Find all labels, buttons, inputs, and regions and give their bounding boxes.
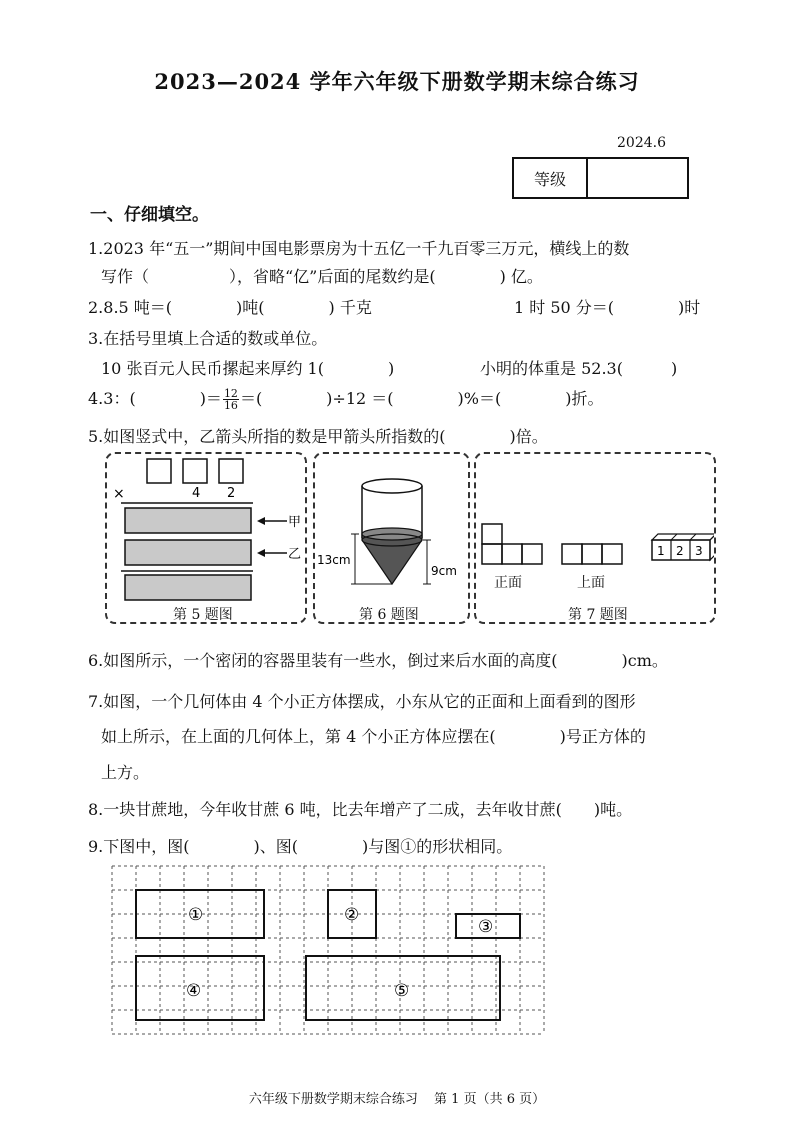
question-3-line-1: 3.在括号里填上合适的数或单位。 (88, 329, 328, 348)
figure-9-grid (108, 862, 548, 1046)
question-2-part-1: 2.8.5 吨＝( )吨( ) 千克 (88, 298, 372, 317)
fraction (223, 388, 239, 411)
cube-1-label: 1 (657, 544, 665, 558)
digit-4: 4 (192, 486, 201, 501)
height-13cm-label: 13cm (317, 553, 351, 567)
figure-7-drawing (476, 454, 714, 622)
figure-7-panel (474, 452, 716, 624)
question-4-start: 4.3：( )＝ (88, 389, 222, 408)
exam-date: 2024.6 (617, 135, 666, 151)
question-9: 9.下图中，图( )、图( )与图①的形状相同。 (88, 837, 513, 856)
height-9cm-label: 9cm (431, 564, 457, 578)
cube-3-label: 3 (695, 544, 703, 558)
shape-4-label: ④ (186, 981, 202, 1001)
front-view-label: 正面 (494, 575, 522, 591)
figure-5-caption: 第 5 题图 (173, 607, 233, 623)
page-title: 2023—2024 学年六年级下册数学期末综合练习 (154, 69, 640, 94)
fraction-numerator: 12 (223, 387, 238, 400)
figure-6-panel (313, 452, 470, 624)
question-5: 5.如图竖式中，乙箭头所指的数是甲箭头所指数的( )倍。 (88, 427, 548, 446)
arrow-jia-label: 甲 (288, 515, 302, 530)
digit-2: 2 (227, 486, 236, 501)
grade-label: 等级 (514, 159, 588, 197)
figure-5-drawing (107, 454, 305, 622)
question-7-line-1: 7.如图，一个几何体由 4 个小正方体摆成，小东从它的正面和上面看到的图形 (88, 692, 636, 711)
shape-2-label: ② (344, 905, 360, 925)
shape-1-label: ① (188, 905, 204, 925)
question-7-line-3: 上方。 (101, 763, 150, 782)
figure-6-drawing (315, 454, 468, 622)
question-8: 8.一块甘蔗地，今年收甘蔗 6 吨，比去年增产了二成，去年收甘蔗( )吨。 (88, 800, 633, 819)
page-footer (0, 1088, 794, 1107)
question-6: 6.如图所示，一个密闭的容器里装有一些水，倒过来后水面的高度( )cm。 (88, 651, 668, 670)
question-3-part-2: 小明的体重是 52.3( ) (480, 359, 678, 378)
question-1-line-1: 1.2023 年“五一”期间中国电影票房为十五亿一千九百零三万元，横线上的数 (88, 239, 630, 258)
shape-5-label: ⑤ (394, 981, 410, 1001)
section-heading: 一、仔细填空。 (90, 205, 209, 225)
multiply-sign: × (113, 486, 125, 502)
footer-page-number: 第 1 页（共 6 页） (434, 1092, 546, 1107)
footer-title: 六年级下册数学期末综合练习 (248, 1092, 418, 1107)
question-7-line-2: 如上所示，在上面的几何体上，第 4 个小正方体应摆在( )号正方体的 (101, 727, 646, 746)
question-1-line-2: 写作（ ），省略“亿”后面的尾数约是( ) 亿。 (101, 267, 543, 286)
top-view-label: 上面 (577, 575, 605, 591)
grade-value-field[interactable] (588, 159, 687, 197)
grade-box (512, 157, 689, 199)
question-4 (88, 386, 603, 411)
figure-6-caption: 第 6 题图 (359, 607, 419, 623)
arrow-yi-label: 乙 (288, 547, 302, 562)
shape-3-label: ③ (478, 917, 494, 937)
fraction-denominator: 16 (223, 399, 238, 412)
figure-5-panel (105, 452, 307, 624)
question-2-part-2: 1 时 50 分＝( )时 (514, 298, 701, 317)
question-4-end: ＝( )÷12 ＝( )%＝( )折。 (239, 389, 604, 408)
question-3-part-1: 10 张百元人民币摞起来厚约 1( ) (101, 359, 395, 378)
cube-2-label: 2 (676, 544, 684, 558)
figure-7-caption: 第 7 题图 (568, 607, 628, 623)
